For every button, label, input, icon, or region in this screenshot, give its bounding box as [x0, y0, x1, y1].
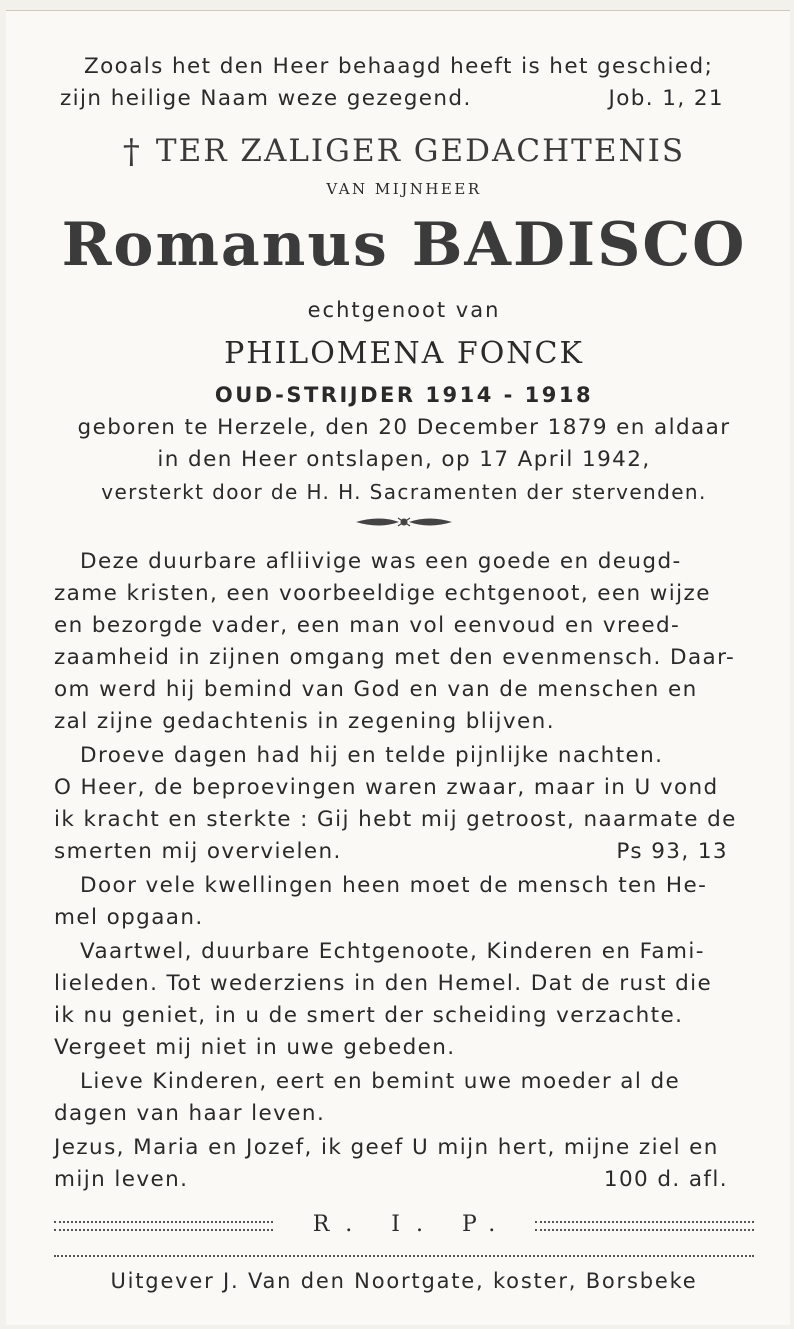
spouse-name: PHILOMENA FONCK	[224, 336, 584, 371]
text-line: om werd hij bemind van God en van de menschen en	[54, 677, 698, 702]
veteran-line: OUD-STRIJDER 1914 - 1918	[214, 383, 594, 407]
psalm-reference: Ps 93, 13	[616, 839, 728, 864]
text-line: O Heer, de beproevingen waren zwaar, maar in U vond	[54, 775, 719, 800]
rip-row	[54, 1212, 754, 1237]
quote-text-1: Zooals het den Heer behaagd heeft is het geschied;	[84, 54, 714, 79]
text-line: zal zijne gedachtenis in zegening blijven.	[54, 709, 555, 734]
text-line: Droeve dagen had hij en telde pijnlijke nachten.	[80, 743, 664, 768]
text-line: Jezus, Maria en Jozef, ik geef U mijn hert, mijne ziel en	[54, 1135, 719, 1160]
dotted-rule-left	[54, 1221, 273, 1231]
ornament-divider-icon	[54, 514, 754, 528]
paragraph-virtues	[54, 546, 754, 738]
text-line: Door vele kwellingen heen moet de mensch ten He-	[80, 873, 708, 898]
paragraph-farewell	[54, 936, 754, 1064]
text-line: Lieve Kinderen, eert en bemint uwe moeder al de	[80, 1069, 681, 1094]
memorial-card	[6, 10, 790, 1325]
paragraph-prayer	[54, 1132, 754, 1196]
text-line: en bezorgde vader, een man vol eenvoud en vreed-	[54, 613, 681, 638]
text-line-with-reference	[54, 836, 754, 868]
paragraph-suffering	[54, 740, 754, 868]
quote-line-1	[54, 51, 754, 83]
birth-line-3: versterkt door de H. H. Sacramenten der stervenden.	[101, 480, 707, 504]
text-line: dagen van haar leven.	[54, 1101, 326, 1126]
paragraph-children	[54, 1066, 754, 1130]
publisher-line: Uitgever J. Van den Noortgate, koster, Borsbeke	[54, 1255, 754, 1293]
text-line: Vaartwel, duurbare Echtgenoote, Kinderen en Fami-	[80, 939, 705, 964]
birth-line-2: in den Heer ontslapen, op 17 April 1942,	[157, 447, 651, 472]
card-content	[54, 51, 754, 1293]
text-line: zaamheid in zijnen omgang met den evenmensch. Daar-	[54, 645, 736, 670]
text-line: ik nu geniet, in u de smert der scheiding verzachte.	[54, 1003, 684, 1028]
text-line: Vergeet mij niet in uwe gebeden.	[54, 1035, 456, 1060]
dotted-rule-right	[535, 1221, 754, 1231]
indulgence-note: 100 d. afl.	[603, 1167, 728, 1192]
quote-line-2	[54, 83, 754, 115]
title-prefix: VAN MIJNHEER	[326, 180, 482, 198]
paragraph-heaven	[54, 870, 754, 934]
birth-line-1: geboren te Herzele, den 20 December 1879 en aldaar	[77, 415, 731, 440]
spouse-intro: echtgenoot van	[307, 298, 501, 322]
quote-reference: Job. 1, 21	[608, 86, 724, 111]
text-fragment: smerten mij overvielen.	[54, 839, 342, 864]
text-line-with-reference	[54, 1164, 754, 1196]
text-line: ik kracht en sterkte : Gij hebt mij getroost, naarmate de	[54, 807, 737, 832]
text-line: zame kristen, een voorbeeldige echtgenoot, een wijze	[54, 581, 711, 606]
title-text: TER ZALIGER GEDACHTENIS	[155, 133, 686, 169]
memorial-title	[54, 129, 754, 174]
rip-text: R. I. P.	[312, 1212, 512, 1237]
text-fragment: mijn leven.	[54, 1167, 189, 1192]
text-line: Deze duurbare afliivige was een goede en deugd-	[80, 549, 682, 574]
quote-text-2: zijn heilige Naam weze gezegend.	[60, 86, 472, 111]
text-line: lieleden. Tot wederziens in den Hemel. Dat de rust die	[54, 971, 713, 996]
deceased-name: Romanus BADISCO	[61, 210, 747, 280]
cross-icon: †	[122, 132, 142, 172]
text-line: mel opgaan.	[54, 905, 204, 930]
